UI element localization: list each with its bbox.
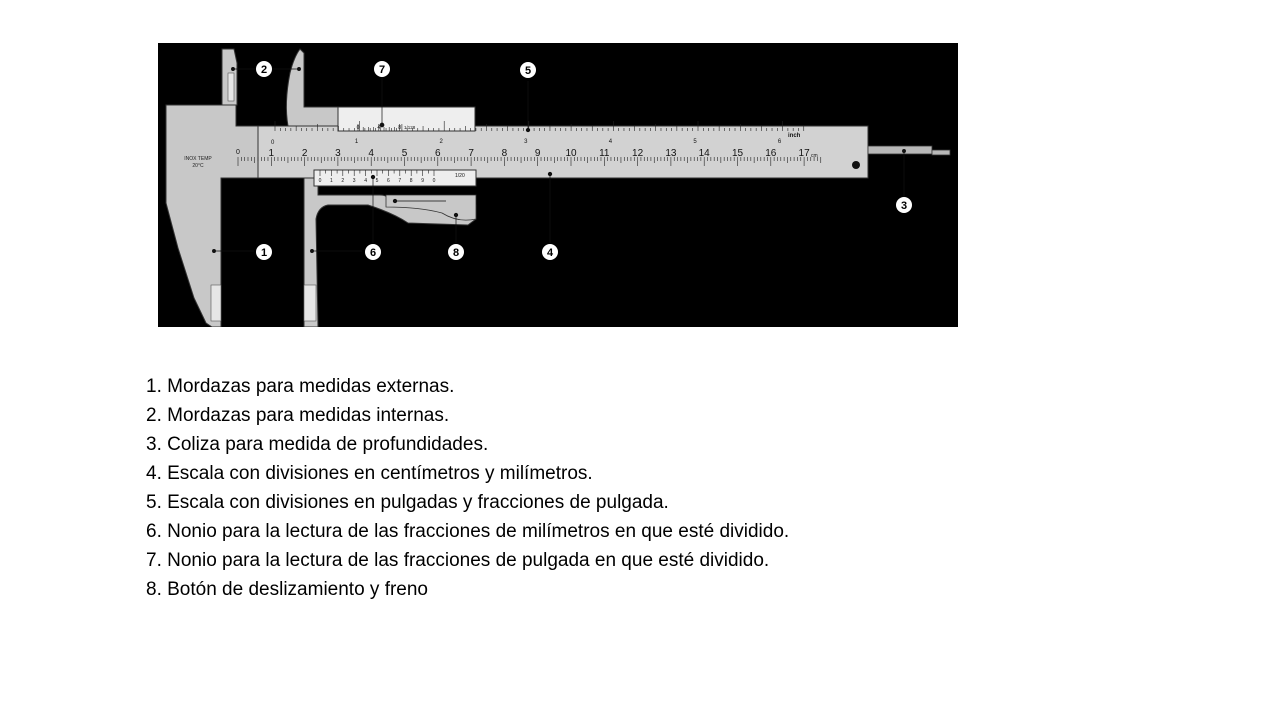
legend-item-7: 7. Nonio para la lectura de las fracciones de pulgada en que esté dividido. bbox=[146, 550, 770, 571]
mm-vernier-number-9: 9 bbox=[421, 178, 424, 184]
legend-item-5: 5. Escala con divisiones en pulgadas y fracciones de pulgada. bbox=[146, 492, 669, 513]
cm-number-1: 1 bbox=[268, 148, 275, 159]
inch-vernier-fraction: 1/128 bbox=[404, 125, 416, 130]
depth-rod-tip bbox=[932, 150, 950, 155]
svg-text:3: 3 bbox=[900, 200, 908, 212]
inch-unit-label: inch bbox=[788, 133, 801, 139]
mm-vernier-number-3: 3 bbox=[352, 178, 356, 184]
cm-number-13: 13 bbox=[665, 148, 677, 159]
mm-vernier-number-0: 0 bbox=[432, 178, 436, 184]
svg-text:6: 6 bbox=[369, 247, 377, 259]
cm-number-7: 7 bbox=[468, 148, 474, 159]
inch-number-1: 1 bbox=[354, 139, 359, 145]
cm-number-4: 4 bbox=[368, 148, 374, 159]
cm-number-16: 16 bbox=[765, 148, 777, 159]
cm-number-12: 12 bbox=[632, 148, 644, 159]
svg-text:4: 4 bbox=[546, 247, 554, 259]
inch-vernier-top-0: 0 bbox=[356, 125, 360, 131]
depth-rod bbox=[868, 146, 932, 154]
inch-number-4: 4 bbox=[608, 139, 613, 145]
legend-list bbox=[146, 372, 826, 604]
cm-number-9: 9 bbox=[534, 148, 541, 159]
legend-item-2: 2. Mordazas para medidas internas. bbox=[146, 405, 450, 426]
mm-vernier-number-2: 2 bbox=[341, 178, 345, 184]
sliding-jaw-insert bbox=[304, 285, 316, 321]
main-scale-zero: 0 bbox=[236, 149, 240, 156]
inch-vernier-top-8: 8 bbox=[398, 125, 401, 131]
callout-8 bbox=[448, 244, 464, 260]
cm-number-15: 15 bbox=[731, 148, 744, 159]
cm-number-3: 3 bbox=[335, 148, 341, 159]
cm-unit-label: cm bbox=[811, 153, 818, 159]
vernier-caliper-diagram bbox=[158, 43, 958, 327]
callout-2 bbox=[256, 61, 272, 77]
caliper-drawing bbox=[158, 43, 958, 327]
cm-number-5: 5 bbox=[401, 148, 408, 159]
inch-number-2: 2 bbox=[439, 139, 443, 145]
inch-number-5: 5 bbox=[693, 139, 697, 145]
cm-number-6: 6 bbox=[435, 148, 441, 159]
cm-number-14: 14 bbox=[698, 148, 710, 159]
cm-number-17: 17 bbox=[798, 148, 810, 159]
callout-1 bbox=[256, 244, 272, 260]
mm-vernier-number-7: 7 bbox=[398, 178, 402, 184]
callout-5 bbox=[520, 62, 536, 78]
mm-vernier-number-1: 1 bbox=[330, 178, 333, 184]
cm-number-10: 10 bbox=[565, 148, 577, 159]
sliding-inner-jaw bbox=[286, 49, 338, 126]
jaw-insert-bottom bbox=[211, 285, 221, 321]
legend-item-4: 4. Escala con divisiones en centímetros y milímetros. bbox=[146, 463, 593, 484]
mm-vernier-number-6: 6 bbox=[387, 178, 390, 184]
inch-number-6: 6 bbox=[777, 139, 782, 145]
mm-vernier-plate bbox=[314, 170, 476, 186]
svg-text:7: 7 bbox=[378, 64, 386, 76]
legend-item-8: 8. Botón de deslizamiento y freno bbox=[146, 579, 429, 600]
mm-vernier-fraction: 1/20 bbox=[455, 173, 465, 179]
cm-number-8: 8 bbox=[501, 148, 508, 159]
mm-vernier-number-8: 8 bbox=[409, 178, 413, 184]
mm-vernier-number-5: 5 bbox=[375, 178, 379, 184]
jaw-insert-top bbox=[228, 73, 234, 101]
legend-item-3: 3. Coliza para medida de profundidades. bbox=[146, 434, 489, 455]
inch-vernier-top-4: 4 bbox=[377, 125, 381, 131]
mm-vernier-number-4: 4 bbox=[364, 178, 367, 184]
legend-item-6: 6. Nonio para la lectura de las fracciones de milímetros en que esté dividido. bbox=[146, 521, 790, 542]
inch-scale-zero: 0 bbox=[271, 140, 275, 146]
svg-text:1: 1 bbox=[260, 247, 268, 259]
callout-7 bbox=[374, 61, 390, 77]
inch-number-3: 3 bbox=[524, 139, 528, 145]
body-marking-temp: 20°C bbox=[192, 163, 204, 169]
callout-3 bbox=[896, 197, 912, 213]
callout-6 bbox=[365, 244, 381, 260]
depth-rod-hole bbox=[852, 161, 860, 169]
mm-vernier-number-0: 0 bbox=[318, 178, 322, 184]
svg-text:8: 8 bbox=[452, 247, 460, 259]
cm-number-2: 2 bbox=[301, 148, 308, 159]
callout-4 bbox=[542, 244, 558, 260]
legend-item-1: 1. Mordazas para medidas externas. bbox=[146, 376, 455, 397]
svg-text:2: 2 bbox=[260, 64, 268, 76]
cm-number-11: 11 bbox=[599, 148, 610, 159]
body-marking-inox: INOX TEMP bbox=[184, 156, 212, 162]
svg-text:5: 5 bbox=[524, 65, 532, 77]
